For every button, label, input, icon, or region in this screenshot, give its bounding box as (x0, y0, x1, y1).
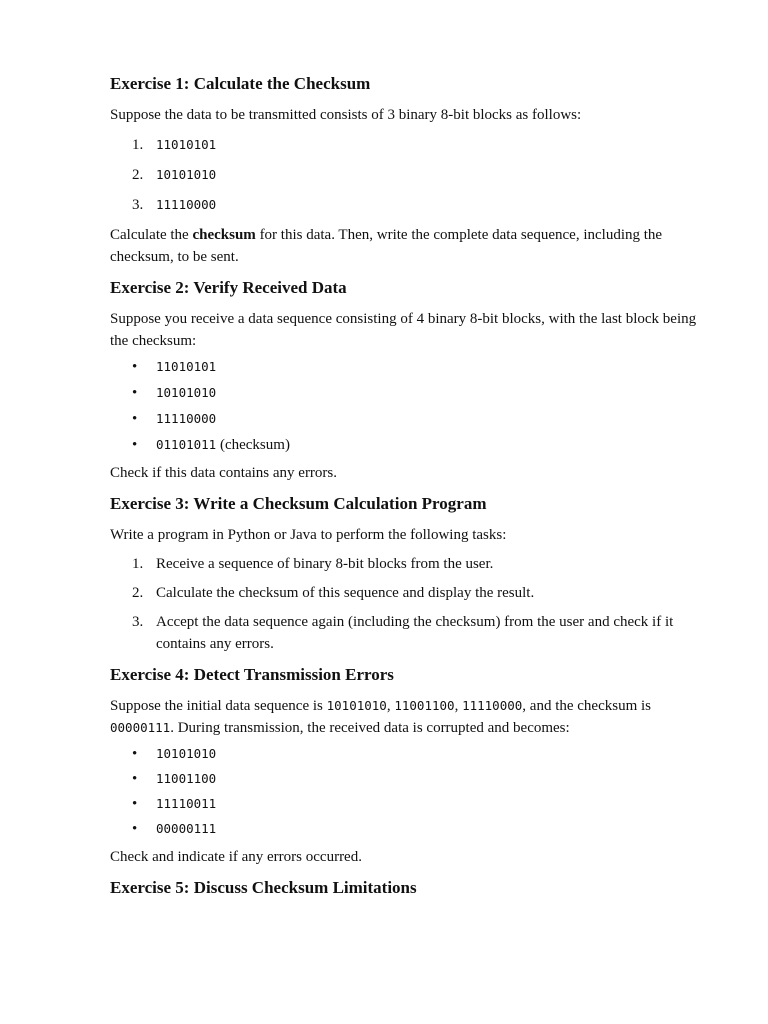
list-item (110, 582, 700, 604)
binary-block: 10101010 (156, 746, 217, 761)
list-item (110, 134, 700, 156)
exercise-5-title: Exercise 5: Discuss Checksum Limitations (110, 878, 417, 897)
bullet: • (132, 437, 138, 453)
list-item (110, 408, 700, 430)
exercise-2-intro: Suppose you receive a data sequence consisting of 4 binary 8-bit blocks, with the last block being the checksum: (110, 311, 697, 349)
list-number: 3. (132, 197, 144, 213)
bullet: • (132, 746, 138, 762)
binary-block: 10101010 (156, 167, 217, 182)
task-text: for this data. Then, write the complete data sequence, including the checksum, to be sent. (110, 227, 663, 265)
bullet: • (132, 385, 138, 401)
binary-block: 11010101 (156, 359, 217, 374)
binary-block: 11001100 (394, 698, 455, 713)
exercise-3-title: Exercise 3: Write a Checksum Calculation Program (110, 494, 487, 513)
exercise-4-title: Exercise 4: Detect Transmission Errors (110, 665, 394, 684)
list-number: 1. (132, 556, 144, 572)
intro-text: Suppose the initial data sequence is (110, 698, 327, 714)
separator: , (386, 698, 395, 714)
exercise-1-intro: Suppose the data to be transmitted consists of 3 binary 8-bit blocks as follows: (110, 107, 582, 123)
task-text: Accept the data sequence again (including the checksum) from the user and check if it contains any errors. (156, 614, 674, 652)
binary-block: 11110000 (462, 698, 523, 713)
bullet: • (132, 411, 138, 427)
task-bold-term: checksum (192, 227, 256, 243)
exercise-2-title: Exercise 2: Verify Received Data (110, 278, 347, 297)
binary-block: 10101010 (326, 698, 387, 713)
bullet: • (132, 821, 138, 837)
list-item (110, 553, 700, 575)
document-page (110, 70, 700, 902)
task-text: Receive a sequence of binary 8-bit blocks from the user. (156, 556, 494, 572)
exercise-4-task: Check and indicate if any errors occurred. (110, 849, 362, 865)
exercise-1-title: Exercise 1: Calculate the Checksum (110, 74, 371, 93)
bullet: • (132, 771, 138, 787)
task-text: Calculate the checksum of this sequence and display the result. (156, 585, 535, 601)
exercise-3-list (110, 553, 700, 655)
binary-block: 01101011 (156, 437, 217, 452)
list-number: 3. (132, 614, 144, 630)
exercise-1-list (110, 134, 700, 216)
list-number: 1. (132, 137, 144, 153)
list-item (110, 434, 700, 456)
intro-text: . During transmission, the received data is corrupted and becomes: (170, 720, 570, 736)
exercise-1-task (110, 224, 700, 268)
list-item (110, 164, 700, 186)
exercise-4-list (110, 743, 700, 840)
binary-block: 11110000 (156, 411, 217, 426)
list-number: 2. (132, 167, 144, 183)
task-text: Calculate the (110, 227, 193, 243)
list-item (110, 611, 700, 655)
list-item (110, 356, 700, 378)
exercise-3-intro: Write a program in Python or Java to perform the following tasks: (110, 527, 507, 543)
binary-block: 11010101 (156, 137, 217, 152)
list-item (110, 768, 700, 790)
exercise-4-intro (110, 695, 700, 739)
exercise-2-task: Check if this data contains any errors. (110, 465, 338, 481)
intro-text: , and the checksum is (522, 698, 651, 714)
binary-block: 11001100 (156, 771, 217, 786)
list-item (110, 194, 700, 216)
binary-block: 10101010 (156, 385, 217, 400)
binary-block: 00000111 (156, 821, 217, 836)
list-number: 2. (132, 585, 144, 601)
binary-block: 11110011 (156, 796, 217, 811)
exercise-2-list (110, 356, 700, 456)
separator: , (454, 698, 463, 714)
list-item (110, 382, 700, 404)
bullet: • (132, 359, 138, 375)
binary-block: 11110000 (156, 197, 217, 212)
list-item (110, 743, 700, 765)
list-item (110, 793, 700, 815)
checksum-note: (checksum) (216, 437, 290, 453)
bullet: • (132, 796, 138, 812)
list-item (110, 818, 700, 840)
binary-block: 00000111 (110, 720, 171, 735)
